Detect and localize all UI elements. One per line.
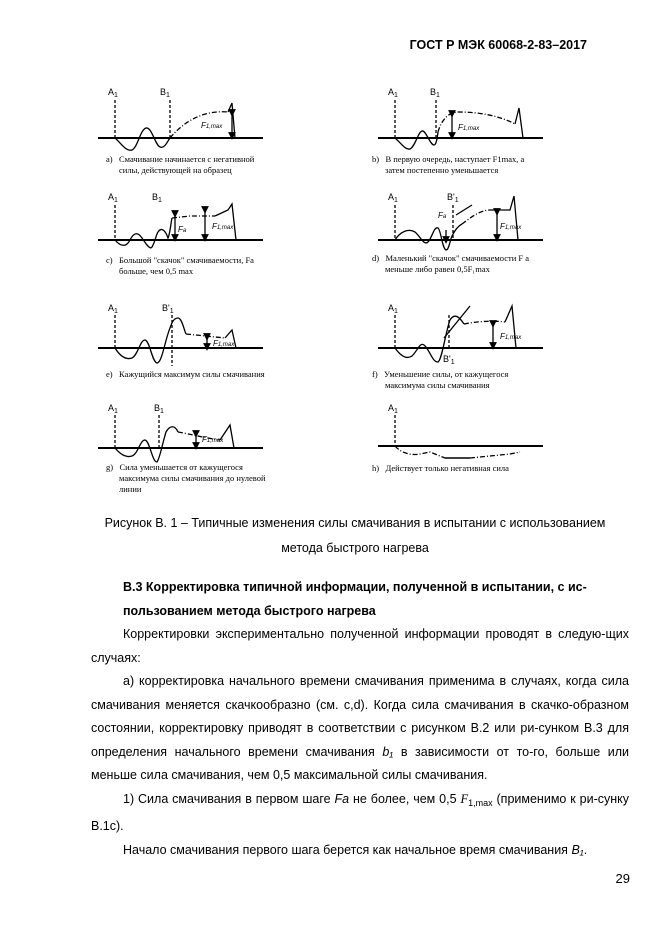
svg-text:F1,max: F1,max — [202, 435, 224, 444]
page-number: 29 — [615, 871, 630, 886]
panel-e-caption: e) Кажущийся максимум силы смачивания — [106, 369, 265, 379]
svg-text:F1,max: F1,max — [213, 339, 235, 348]
section-heading: В.3 Корректировка типичной информации, полученной в испытании, с ис- пользованием метода быстрого нагрева — [123, 580, 587, 618]
svg-text:A1: $A_1$ — [108, 403, 118, 415]
panel-b-caption: b) В первую очередь, наступает F1max, а затем постепенно уменьшается — [372, 154, 525, 175]
paragraph-4: Начало смачивания первого шага берется как начальное время смачивания B₁. — [123, 842, 588, 857]
svg-text:A1: $A_1$ — [108, 87, 118, 99]
svg-text:B1: $B_1$ — [152, 192, 162, 204]
svg-text:F1,max: F1,max — [500, 222, 522, 231]
panel-a-graph — [98, 100, 263, 150]
panel-h-caption: h) Действует только негативная сила — [372, 463, 509, 473]
panel-d-caption: d) Маленький "скачок" смачиваемости F a меньше либо равен 0,5F₁max — [372, 253, 530, 274]
panel-g-graph — [98, 415, 263, 462]
svg-text:F1,max: F1,max — [212, 222, 234, 231]
svg-text:A1: $A_1$ — [388, 192, 398, 204]
figure-caption: Рисунок В. 1 – Типичные изменения силы смачивания в испытании с использованием метода быстрого нагрева — [104, 516, 606, 555]
panel-c-caption: c) Большой "скачок" смачиваемости, Fa больше, чем 0,5 max — [106, 255, 254, 276]
svg-text:Fa: Fa — [438, 211, 447, 220]
panel-f-graph — [378, 306, 543, 362]
panel-d-graph — [378, 196, 543, 250]
paragraph-1: Корректировки экспериментально полученной информации проводят в следую-щих случаях: — [91, 627, 629, 665]
svg-text:B'1: $B'_1$ — [443, 354, 455, 366]
svg-text:Fa: Fa — [178, 225, 187, 234]
panel-f-caption: f) Уменьшение силы, от кажущегося максимума силы смачивания — [372, 369, 509, 390]
svg-text:B1: $B_1$ — [430, 87, 440, 99]
panel-g-caption: g) Сила уменьшается от кажущегося максимума силы смачивания до нулевой линии — [106, 462, 266, 494]
panel-e-graph — [98, 315, 263, 366]
panel-h-graph — [378, 415, 543, 458]
svg-text:A1: $A_1$ — [388, 403, 398, 415]
document-header: ГОСТ Р МЭК 60068-2-83–2017 — [409, 38, 587, 52]
paragraph-3: 1) Сила смачивания в первом шаге Fa не более, чем 0,5 $F_{1,max}$ (применимо к ри-сунку В.1с). — [91, 791, 630, 833]
svg-text:B1: $B_1$ — [160, 87, 170, 99]
svg-text:B'1: $B'_1$ — [447, 192, 459, 204]
svg-text:F1,max: F1,max — [201, 121, 223, 130]
svg-text:A1: $A_1$ — [108, 303, 118, 315]
svg-text:A1: $A_1$ — [388, 303, 398, 315]
svg-text:F1,max: F1,max — [500, 332, 522, 341]
section-text — [91, 576, 629, 862]
panel-a-caption: a) Смачивание начинается с негативной силы, действующей на образец — [106, 154, 255, 175]
svg-text:B'1: $B'_1$ — [162, 303, 174, 315]
paragraph-2: а) корректировка начального времени смачивания применима в случаях, когда сила смачивания меняется скачкообразно (см. с,d). Когда сила смачивания в скачко-образном состоянии, корректировку приводят в соответствии с рисунком В.2 или ри-сунком В.3 для определения начального времени смачивания b₁ в зависимости от то-го, больше или меньше сила смачивания, чем 0,5 максимальной силы смачивания. — [91, 674, 629, 782]
svg-text:A1: $A_1$ — [388, 87, 398, 99]
svg-text:F1,max: F1,max — [458, 123, 480, 132]
svg-text:B1: $B_1$ — [154, 403, 164, 415]
svg-text:A1: $A_1$ — [108, 192, 118, 204]
